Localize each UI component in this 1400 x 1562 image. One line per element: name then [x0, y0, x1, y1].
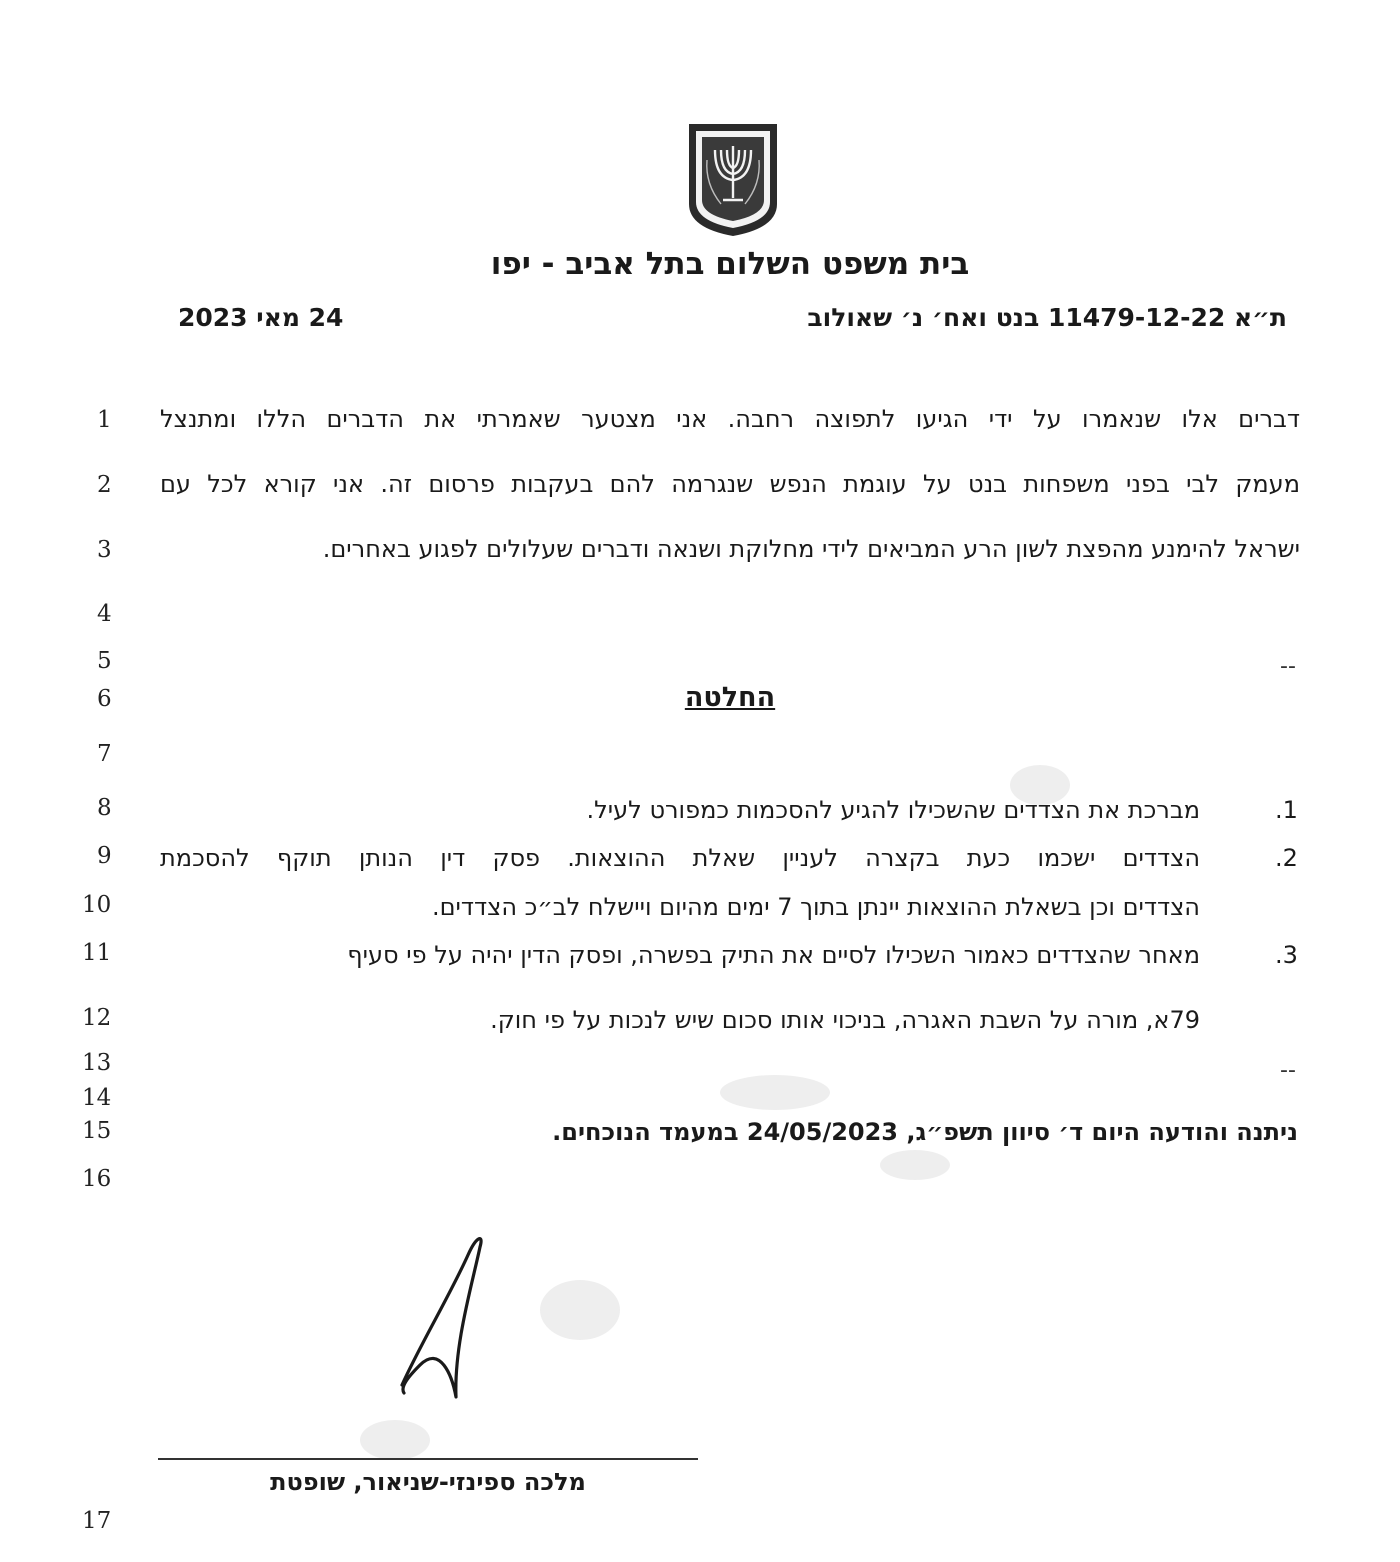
decision-item-3-line-1: מאחר שהצדדים כאמור השכילו לסיים את התיק בפשרה, ופסק הדין יהיה על פי סעיף — [347, 941, 1200, 969]
line-number: 10 — [82, 892, 112, 918]
line-number: 2 — [97, 472, 112, 498]
item-number: 2. — [1275, 844, 1298, 872]
decision-item-3-line-2: 79א, מורה על השבת האגרה, בניכוי אותו סכום שיש לנכות על פי חוק. — [490, 1006, 1200, 1034]
hearing-date: 24 מאי 2023 — [178, 303, 344, 332]
item-number: 3. — [1275, 941, 1298, 969]
line-number: 8 — [97, 795, 112, 821]
line-number: 17 — [82, 1508, 112, 1534]
line-number: 5 — [97, 648, 112, 674]
decision-item-1: מברכת את הצדדים שהשכילו להגיע להסכמות כמפורט לעיל. — [586, 796, 1200, 824]
line-number: 7 — [97, 741, 112, 767]
item-number: 1. — [1275, 796, 1298, 824]
line-number: 4 — [97, 601, 112, 627]
line-number: 15 — [82, 1118, 112, 1144]
judge-name: מלכה ספינזי-שניאור, שופטת — [270, 1468, 586, 1496]
line-number: 9 — [97, 843, 112, 869]
line-number: 6 — [97, 686, 112, 712]
line-number: 3 — [97, 537, 112, 563]
dash-mark: -- — [1280, 654, 1296, 679]
body-line-3: ישראל להימנע מהפצת לשון הרע המביאים לידי מחלוקת ושנאה ודברים שעלולים לפגוע באחרים. — [322, 535, 1300, 563]
line-number: 11 — [82, 940, 112, 966]
signature-icon — [380, 1225, 520, 1410]
state-emblem-icon — [683, 120, 783, 238]
given-line: ניתנה והודעה היום ד׳ סיוון תשפ״ג, 24/05/2023 במעמד הנוכחים. — [552, 1118, 1298, 1146]
scan-noise — [360, 1420, 430, 1460]
decision-item-2-line-2: הצדדים וכן בשאלת ההוצאות יינתן בתוך 7 ימים מהיום ויישלח לב״כ הצדדים. — [431, 893, 1200, 921]
line-number: 16 — [82, 1166, 112, 1192]
dash-mark: -- — [1280, 1058, 1296, 1083]
signature-line — [158, 1458, 698, 1460]
scan-noise — [720, 1075, 830, 1110]
decision-item-2-line-1: הצדדים ישכמו כעת בקצרה לעניין שאלת ההוצאות. פסק דין הנותן תוקף להסכמת — [160, 844, 1200, 872]
body-line-1: דברים אלו שנאמרו על ידי הגיעו לתפוצה רחבה. אני מצטער שאמרתי את הדברים הללו ומתנצל — [160, 405, 1300, 433]
case-number: ת״א 11479-12-22 בנט ואח׳ נ׳ שאולוב — [807, 303, 1287, 332]
scan-noise — [540, 1280, 620, 1340]
line-number: 14 — [82, 1085, 112, 1111]
court-name: בית משפט השלום בתל אביב - יפו — [490, 246, 970, 282]
scan-noise — [880, 1150, 950, 1180]
line-number: 12 — [82, 1005, 112, 1031]
line-number: 13 — [82, 1050, 112, 1076]
decision-heading: החלטה — [684, 682, 776, 713]
line-number: 1 — [97, 407, 112, 433]
body-line-2: מעמק לבי בפני משפחות בנט על עוגמת הנפש שנגרמה להם בעקבות פרסום זה. אני קורא לכל עם — [160, 470, 1300, 498]
